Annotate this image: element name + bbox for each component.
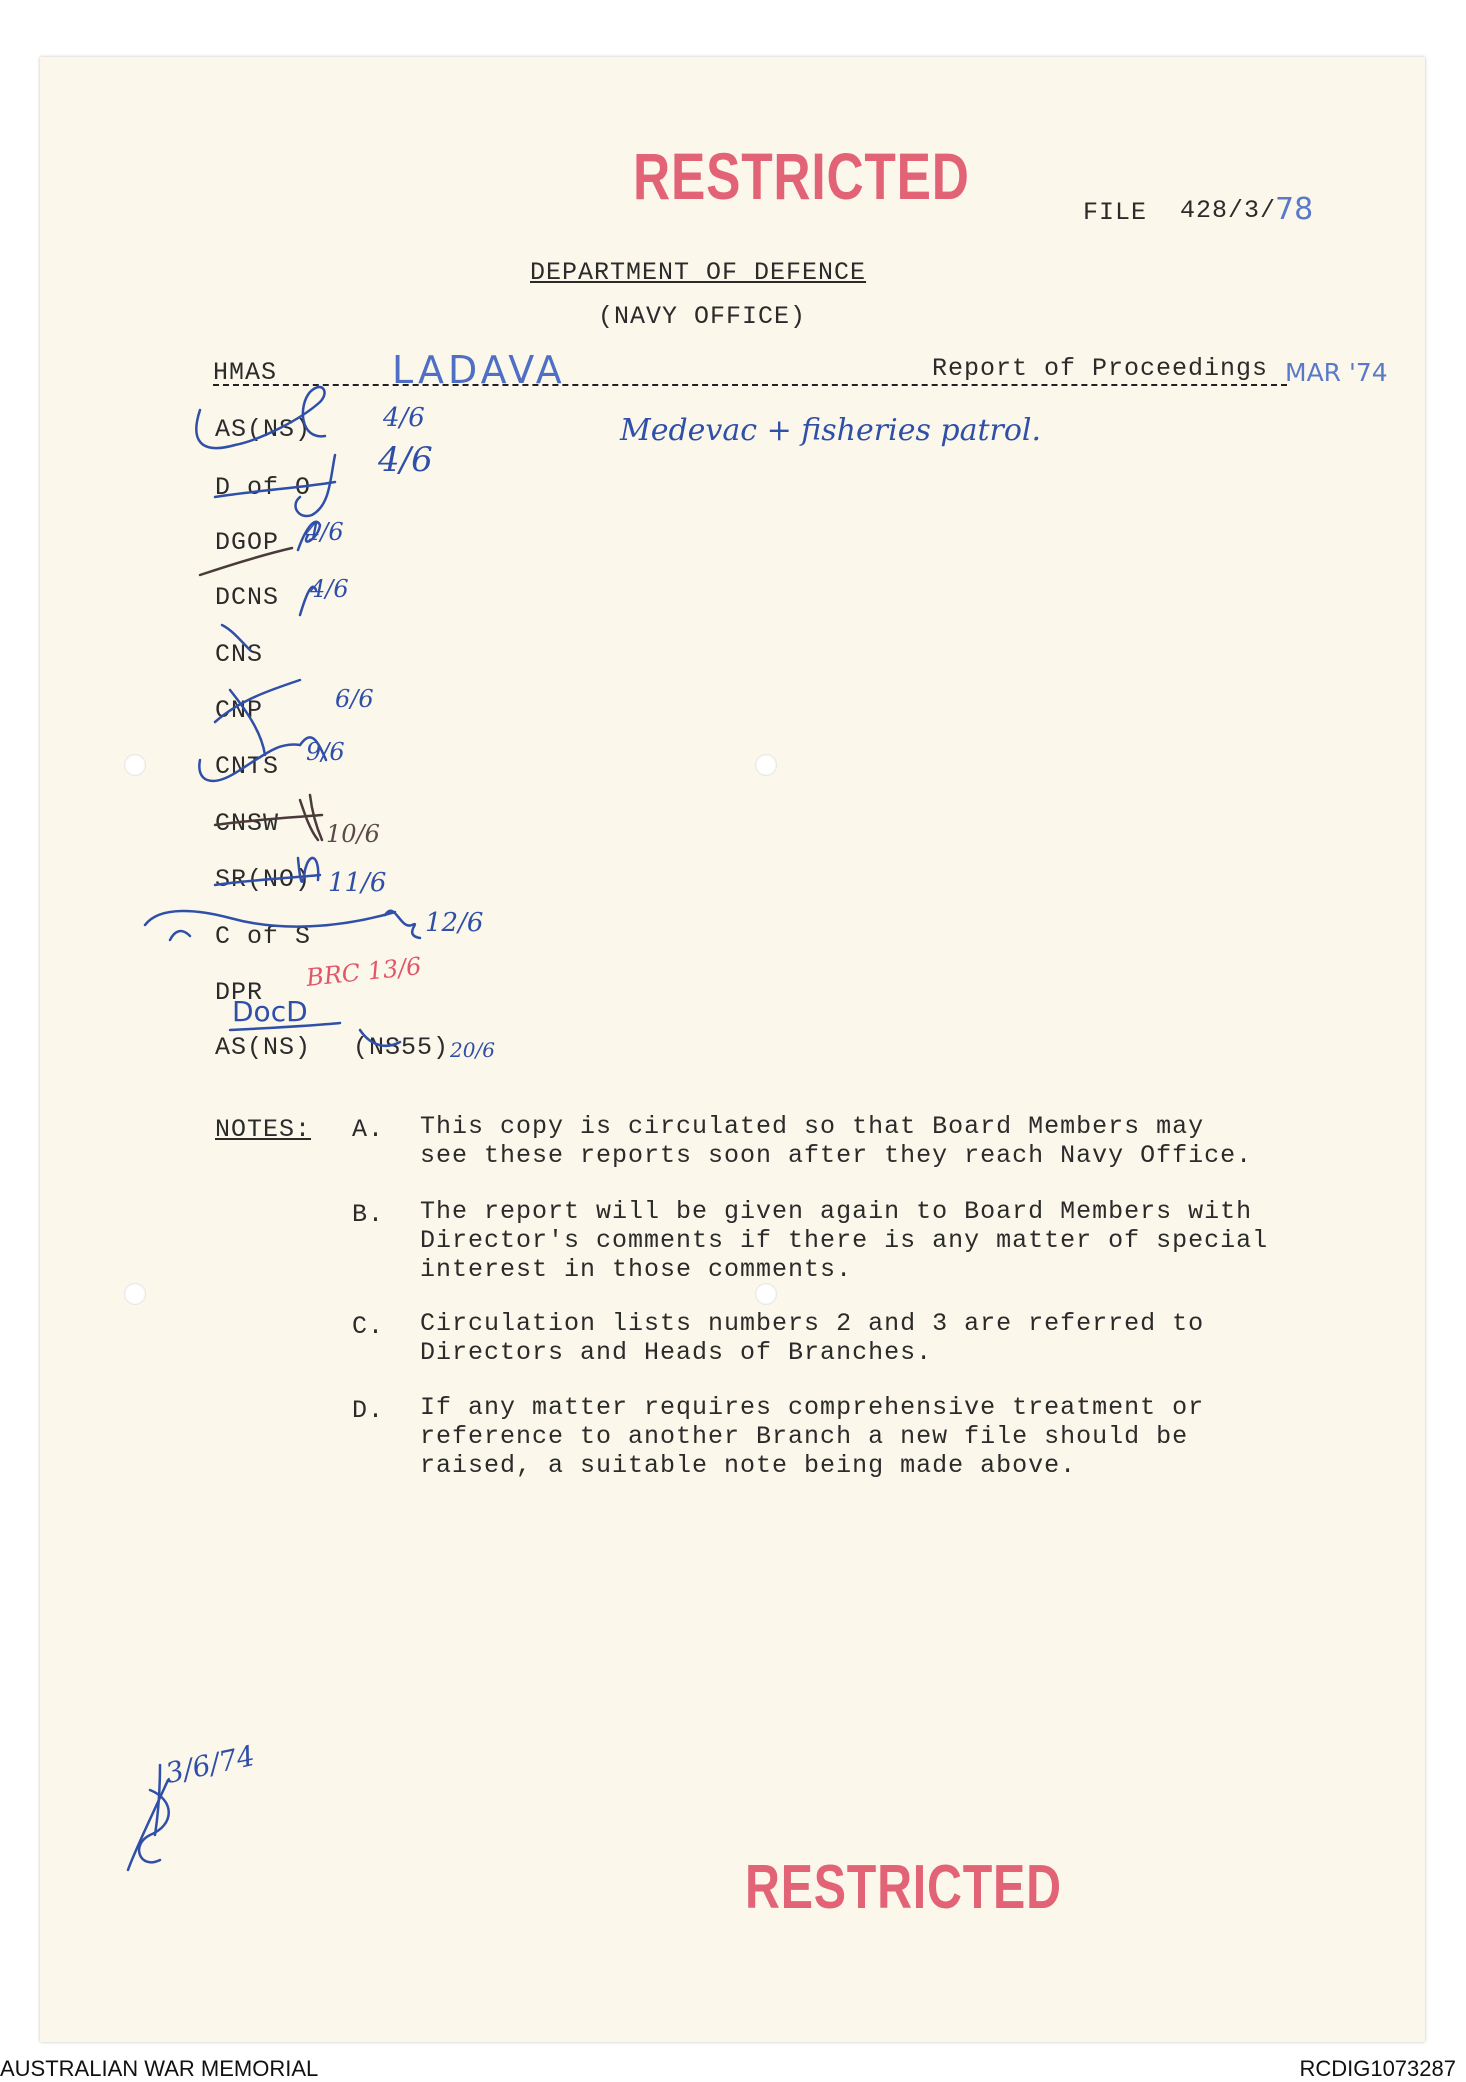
routing-code-d-of-o: D of O bbox=[215, 473, 312, 502]
notes-label: NOTES: bbox=[215, 1115, 312, 1144]
note-b-text: The report will be given again to Board Members with Director's comments if there is any matter of special interest in those comments. bbox=[420, 1197, 1269, 1284]
routing-above-as-ns: DocD bbox=[232, 995, 308, 1028]
note-b-letter: B. bbox=[352, 1200, 385, 1229]
note-d-text: If any matter requires comprehensive treatment or reference to another Branch a new file should be raised, a suitable note being made above. bbox=[420, 1393, 1205, 1480]
routing-code-cnp: CNP bbox=[215, 696, 264, 725]
note-d-letter: D. bbox=[352, 1396, 385, 1425]
hmas-label: HMAS bbox=[213, 358, 278, 387]
file-label: FILE bbox=[1083, 198, 1148, 227]
department-heading: DEPARTMENT OF DEFENCE bbox=[530, 258, 867, 287]
routing-note-cnsw: 10/6 bbox=[326, 820, 380, 848]
routing-code-cnts: CNTS bbox=[215, 752, 280, 781]
routing-code-c-of-s: C of S bbox=[215, 922, 312, 951]
routing-note-dpr: BRC 13/6 bbox=[304, 952, 423, 992]
routing-code-dcns: DCNS bbox=[215, 583, 280, 612]
report-date: MAR '74 bbox=[1285, 358, 1388, 387]
routing-code-as-ns-final: AS(NS) bbox=[215, 1033, 312, 1062]
restricted-stamp-bottom: RESTRICTED bbox=[745, 1853, 1062, 1922]
signature-date: 3/6/74 bbox=[162, 1738, 258, 1791]
routing-code-as-ns: AS(NS) bbox=[215, 415, 312, 444]
routing-code-sr-no: SR(NO) bbox=[215, 865, 312, 894]
routing-code-dgop: DGOP bbox=[215, 528, 280, 557]
office-heading: (NAVY OFFICE) bbox=[598, 302, 807, 331]
routing-note-as-ns: 4/6 bbox=[383, 403, 425, 433]
report-title: Report of Proceedings bbox=[932, 354, 1269, 383]
footer-source: AUSTRALIAN WAR MEMORIAL bbox=[0, 2056, 319, 2081]
note-c-text: Circulation lists numbers 2 and 3 are referred to Directors and Heads of Branches. bbox=[420, 1309, 1205, 1367]
routing-code-cnsw: CNSW bbox=[215, 809, 280, 838]
footer-id: RCDIG1073287 bbox=[1299, 2056, 1456, 2081]
routing-suffix-as-ns-final: (NS55) bbox=[353, 1033, 450, 1062]
routing-note-dcns: 4/6 bbox=[310, 575, 349, 603]
routing-note-cnts: 9/6 bbox=[306, 738, 345, 766]
routing-note-d-of-o: 4/6 bbox=[378, 440, 433, 480]
routing-note-as-ns-final: 20/6 bbox=[450, 1038, 495, 1062]
routing-note-c-of-s: 12/6 bbox=[425, 908, 484, 938]
routing-note-cnp: 6/6 bbox=[335, 685, 374, 713]
file-number-handwritten: 78 bbox=[1275, 192, 1314, 227]
file-number: 428/3/ bbox=[1180, 196, 1277, 225]
ship-name: LADAVA bbox=[392, 348, 566, 392]
routing-note-sr-no: 11/6 bbox=[328, 868, 387, 898]
routing-code-cns: CNS bbox=[215, 640, 264, 669]
routing-code-dpr: DPR bbox=[215, 978, 264, 1007]
note-a-letter: A. bbox=[352, 1115, 385, 1144]
routing-note-dgop: 4/6 bbox=[305, 518, 344, 546]
note-c-letter: C. bbox=[352, 1312, 385, 1341]
restricted-stamp-top: RESTRICTED bbox=[633, 139, 970, 213]
handwritten-subject: Medevac + fisheries patrol. bbox=[620, 413, 1042, 448]
note-a-text: This copy is circulated so that Board Members may see these reports soon after they reach Navy Office. bbox=[420, 1112, 1253, 1170]
